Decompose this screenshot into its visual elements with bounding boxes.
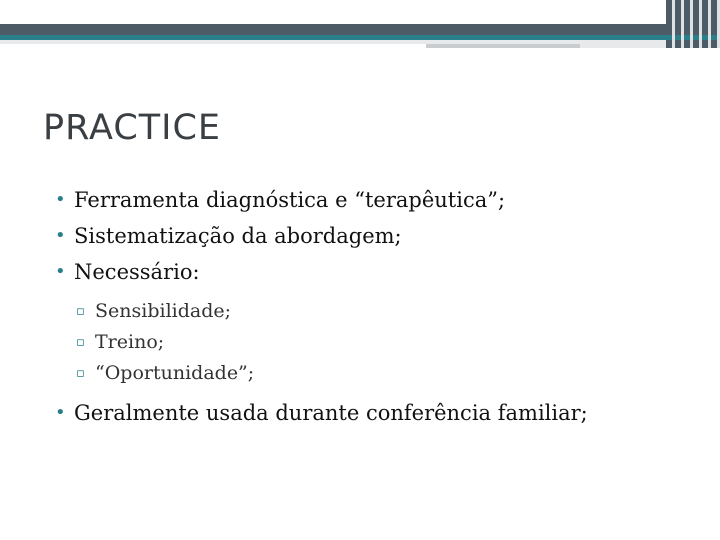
bullet-dot-icon: • bbox=[55, 189, 66, 210]
sub-bullet-text: Treino; bbox=[95, 331, 165, 353]
sub-bullet-list bbox=[55, 296, 705, 389]
header-stripes-accent bbox=[666, 35, 720, 40]
sub-bullet-item bbox=[55, 296, 705, 327]
square-bullet-icon: ▫ bbox=[76, 304, 85, 319]
sub-bullet-text: “Oportunidade”; bbox=[95, 362, 255, 384]
bullet-item bbox=[55, 218, 705, 254]
square-bullet-icon: ▫ bbox=[76, 335, 85, 350]
sub-bullet-group bbox=[55, 296, 705, 389]
sub-bullet-item bbox=[55, 358, 705, 389]
header-divider-segment-right bbox=[580, 44, 666, 48]
bullet-text: Sistematização da abordagem; bbox=[74, 224, 402, 248]
bullet-text: Geralmente usada durante conferência familiar; bbox=[74, 401, 588, 425]
bullet-text: Necessário: bbox=[74, 260, 200, 284]
slide-title: PRACTICE bbox=[43, 108, 222, 148]
bullet-item bbox=[55, 182, 705, 218]
sub-bullet-item bbox=[55, 327, 705, 358]
bullet-dot-icon: • bbox=[55, 261, 66, 282]
sub-bullet-text: Sensibilidade; bbox=[95, 300, 232, 322]
bullet-text: Ferramenta diagnóstica e “terapêutica”; bbox=[74, 188, 506, 212]
bullet-list bbox=[55, 182, 705, 431]
bullet-dot-icon: • bbox=[55, 402, 66, 423]
bullet-dot-icon: • bbox=[55, 225, 66, 246]
bullet-item bbox=[55, 254, 705, 290]
bullet-item bbox=[55, 395, 705, 431]
header-stripes bbox=[666, 0, 720, 48]
header-band bbox=[0, 24, 720, 35]
header-divider-segment bbox=[426, 44, 580, 48]
square-bullet-icon: ▫ bbox=[76, 366, 85, 381]
